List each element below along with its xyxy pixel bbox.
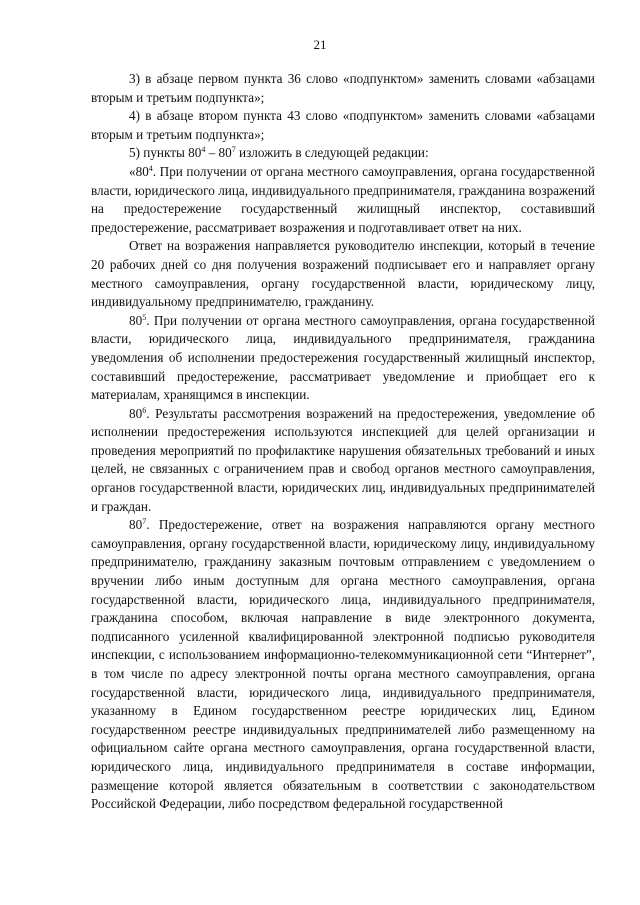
item-5-sup-start: 4 xyxy=(201,145,206,155)
clause-80-5-text: . При получении от органа местного самоуправления, органа государственной власти, юридического лица, индивидуального предпринимателя, гражданина уведомления об исполнении предостережения государственный жилищный инспектор, составивший предостережение, рассматривает уведомление и приобщает его к материалам, хранящимся в инспекции. xyxy=(91,312,595,403)
clause-80-5 xyxy=(91,312,595,405)
clause-80-7-text: . Предостережение, ответ на возражения направляются органу местного самоуправления, органу государственной власти, юридическому лицу, индивидуальному предпринимателю, гражданину заказным почтовым отправлением с уведомлением о вручении либо иным доступным для органа местного самоуправления, органа государственной власти, юридического лица, индивидуального предпринимателя, гражданина способом, включая направление в виде электронного документа, подписанного усиленной квалифицированной электронной подписью руководителя инспекции, с использованием информационно-телекоммуникационной сети “Интернет”, в том числе по адресу электронной почты органа местного самоуправления, органа государственной власти, юридического лица, индивидуального предпринимателя, указанному в Едином государственном реестре юридических лиц, Едином государственном реестре индивидуальных предпринимателей либо размещенному на официальном сайте органа местного самоуправления, органа государственной власти, юридического лица, индивидуального предпринимателя в составе информации, размещение которой является обязательным в соответствии с законодательством Российской Федерации, либо посредством федеральной государственной xyxy=(91,517,595,812)
clause-80-5-superscript: 5 xyxy=(142,312,147,322)
amendment-item-4: 4) в абзаце втором пункта 43 слово «подпунктом» заменить словами «абзацами вторым и третьим подпункта»; xyxy=(91,108,595,142)
clause-80-5-number: 80 xyxy=(129,312,143,328)
clause-80-7-number: 80 xyxy=(129,517,143,533)
amendment-item-5 xyxy=(91,144,595,163)
page-number: 21 xyxy=(313,37,327,52)
clause-80-6-superscript: 6 xyxy=(142,405,147,415)
item-5-prefix: 5) пункты 80 xyxy=(129,145,202,161)
clause-80-7 xyxy=(91,516,595,814)
clause-80-6-text: . Результаты рассмотрения возражений на предостережения, уведомление об исполнении предостережения используются инспекцией для целей организации и проведения мероприятий по профилактике нарушения обязательных требований и иных целей, не связанных с ограничением прав и свобод органов местного самоуправления, органов государственной власти, юридических лиц, индивидуальных предпринимателей и граждан. xyxy=(91,405,595,514)
clause-80-4-text: . При получении от органа местного самоуправления, органа государственной власти, юридического лица, индивидуального предпринимателя, гражданина возражений на предостережение государственный жилищный инспектор, составивший предостережение, рассматривает возражения и подготавливает ответ на них. xyxy=(91,163,595,235)
clause-80-6-number: 80 xyxy=(129,405,143,421)
item-5-middle: – 80 xyxy=(205,145,232,161)
clause-80-6 xyxy=(91,405,595,517)
item-5-suffix: изложить в следующей редакции: xyxy=(235,145,429,161)
document-body xyxy=(91,70,595,814)
amendment-item-3: 3) в абзаце первом пункта 36 слово «подпунктом» заменить словами «абзацами вторым и третьим подпункта»; xyxy=(91,71,595,105)
clause-80-4-second-paragraph: Ответ на возражения направляется руководителю инспекции, который в течение 20 рабочих дней со дня получения возражений подписывает его и направляет органу местного самоуправления, органу государственной власти, юридическому лицу, индивидуальному предпринимателю, гражданину. xyxy=(91,238,595,310)
item-5-sup-end: 7 xyxy=(231,145,236,155)
clause-80-4 xyxy=(91,163,595,237)
clause-80-4-number: «80 xyxy=(129,163,149,179)
clause-80-7-superscript: 7 xyxy=(142,517,147,527)
clause-80-4-superscript: 4 xyxy=(148,163,153,173)
